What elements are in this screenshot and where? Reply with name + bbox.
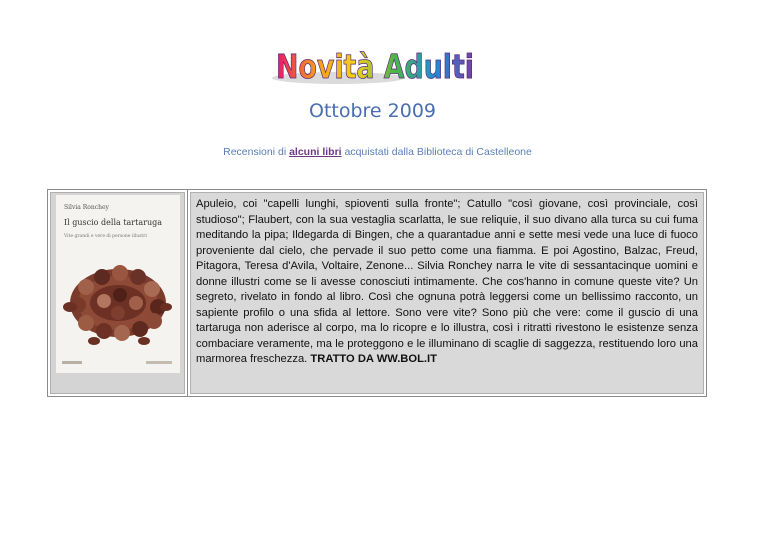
intro-text-after: acquistati dalla Biblioteca di Castelleone <box>341 146 532 158</box>
cover-frame <box>50 192 185 394</box>
review-text: Apuleio, coi "capelli lunghi, spioventi sulla fronte"; Catullo "così giovane, così provinciale, così studioso"; Flaubert, con la sua vestaglia scarlatta, le sue reliquie, il suo divano alla turca su cui fuma meditando la pipa; Ildegarda di Bingen, che a quarantadue anni e sette mesi vede una luce di fuoco proveniente dal cielo, che pervade il suo petto come una fiamma. E poi Agostino, Balzac, Freud, Pitagora, Teresa d'Avila, Voltaire, Zenone... Silvia Ronchey narra le vite di sessantacinque uomini e donne illustri come se li avesse conosciuti intimamente. Che cos'hanno in comune queste vite? Un segreto, rivelato in fondo al libro. Così che ognuna potrà leggersi come un bellissimo racconto, un sapiente profilo o una sfida al lettore. Sono vere vite? Sono più che vere: come il guscio di una tartaruga non aderisce al corpo, ma lo ricopre e lo illustra, così i ritratti rivestono le esistenze senza combaciare veramente, ma le proteggono e le illuminano di scaglie di saggezza, restituendo loro una marmorea freschezza. <box>196 198 698 365</box>
review-paragraph <box>196 197 698 368</box>
intro-line <box>0 146 755 158</box>
review-table <box>47 189 707 397</box>
book-cover <box>56 195 180 373</box>
book-cover-art <box>56 195 180 373</box>
cover-title: Il guscio della tartaruga <box>63 218 162 227</box>
logo-text: Novità Adulti <box>276 47 474 86</box>
novita-adulti-logo <box>268 40 482 90</box>
logo-wordart <box>268 40 482 90</box>
review-text-cell <box>190 192 704 394</box>
intro-link[interactable]: alcuni libri <box>289 146 342 158</box>
intro-text-before: Recensioni di <box>223 146 290 158</box>
cover-subtitle: Vite grandi e vere di persone illustri <box>63 234 147 239</box>
review-source: TRATTO DA WW.BOL.IT <box>310 353 437 365</box>
cover-cell <box>48 190 188 396</box>
cover-author: Silvia Ronchey <box>63 204 109 211</box>
page-subtitle: Ottobre 2009 <box>308 100 437 122</box>
